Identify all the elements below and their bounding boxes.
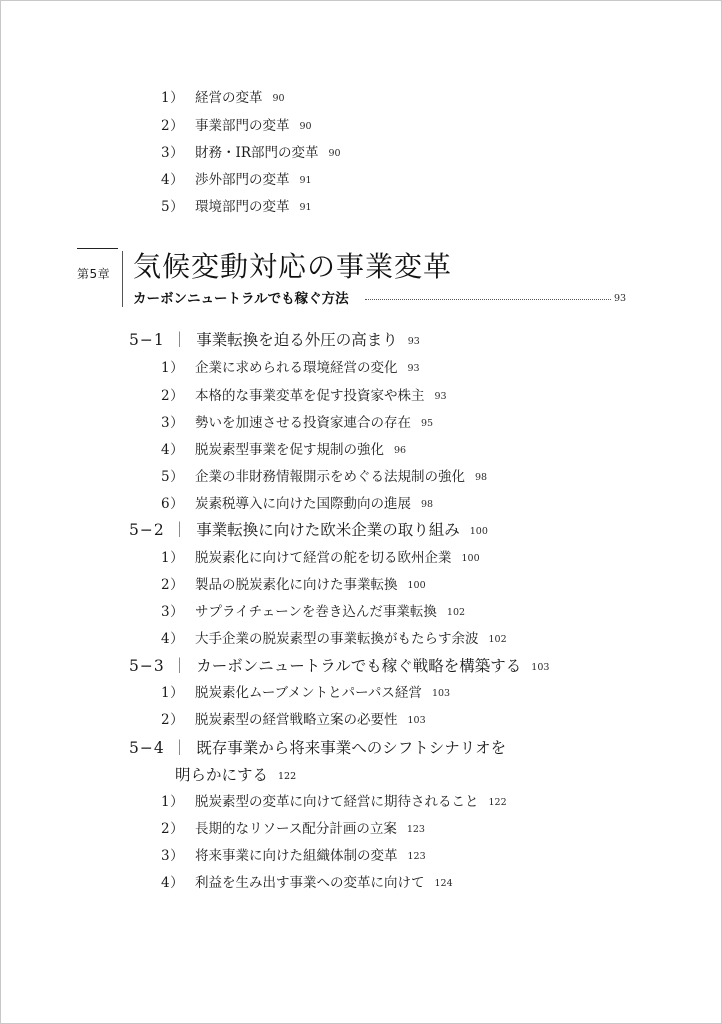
item-number: 1） (161, 90, 185, 106)
item-number: 3） (161, 848, 185, 864)
chapter-title[interactable]: 気候変動対応の事業変革 (133, 250, 453, 283)
item-page: 103 (431, 688, 451, 699)
item-title: 脱炭素化ムーブメントとパーパス経営 (195, 685, 422, 701)
item-page: 98 (421, 499, 434, 510)
item-number: 4） (161, 172, 185, 188)
item-number: 1） (161, 794, 185, 810)
section-heading-continued[interactable] (175, 763, 296, 787)
item-title: 製品の脱炭素化に向けた事業転換 (195, 577, 398, 593)
toc-item[interactable] (161, 169, 312, 191)
toc-item[interactable] (161, 709, 426, 731)
item-number: 5） (161, 469, 185, 485)
toc-item[interactable] (161, 142, 341, 164)
item-title: 本格的な事業変革を促す投資家や株主 (195, 388, 425, 404)
item-number: 2） (161, 577, 185, 593)
item-page: 93 (407, 363, 420, 374)
section-separator: ｜ (171, 331, 188, 349)
item-title: 大手企業の脱炭素型の事業転換がもたらす余波 (195, 631, 479, 647)
item-page: 90 (299, 121, 312, 132)
item-title: 利益を生み出す事業への変革に向けて (195, 875, 425, 891)
section-heading[interactable] (129, 654, 549, 678)
item-page: 102 (488, 634, 507, 645)
item-page: 93 (434, 391, 447, 402)
chapter-page: 93 (614, 293, 627, 304)
section-heading[interactable] (129, 328, 420, 352)
toc-item[interactable] (161, 385, 447, 407)
item-title: 勢いを加速させる投資家連合の存在 (195, 415, 411, 431)
section-title: カーボンニュートラルでも稼ぐ戦略を構築する (196, 657, 522, 675)
item-title: 炭素税導入に向けた国際動向の進展 (195, 496, 411, 512)
section-title: 事業転換を迫る外圧の高まり (196, 331, 398, 349)
item-page: 96 (394, 445, 407, 456)
item-title: 環境部門の変革 (195, 199, 290, 215)
item-page: 95 (421, 418, 434, 429)
toc-item[interactable] (161, 87, 285, 109)
item-number: 2） (161, 388, 185, 404)
item-number: 1） (161, 360, 185, 376)
chapter-rule (77, 248, 118, 249)
item-page: 100 (461, 553, 480, 564)
chapter-divider (122, 251, 123, 307)
toc-item[interactable] (161, 818, 425, 840)
item-page: 98 (475, 472, 488, 483)
chapter-subtitle[interactable]: カーボンニュートラルでも稼ぐ方法 (133, 291, 349, 307)
section-title: 事業転換に向けた欧米企業の取り組み (196, 521, 460, 539)
item-title: 経営の変革 (195, 90, 263, 106)
item-number: 6） (161, 496, 185, 512)
item-title: 長期的なリソース配分計画の立案 (195, 821, 397, 837)
item-page: 100 (407, 580, 426, 591)
dot-leader (365, 299, 611, 300)
item-page: 91 (299, 175, 312, 186)
item-number: 3） (161, 604, 185, 620)
toc-item[interactable] (161, 412, 433, 434)
section-title: 既存事業から将来事業へのシフトシナリオを (196, 739, 507, 757)
item-page: 91 (299, 202, 312, 213)
item-title: 財務・IR部門の変革 (195, 145, 319, 161)
section-page: 103 (531, 662, 550, 673)
section-heading[interactable] (129, 518, 488, 542)
toc-item[interactable] (161, 791, 507, 813)
item-page: 123 (406, 824, 425, 835)
toc-item[interactable] (161, 872, 453, 894)
item-number: 2） (161, 712, 185, 728)
chapter-label: 第5章 (77, 267, 111, 281)
toc-item[interactable] (161, 574, 426, 596)
item-page: 124 (434, 878, 453, 889)
item-title: 将来事業に向けた組織体制の変革 (195, 848, 398, 864)
toc-item[interactable] (161, 357, 420, 379)
item-page: 90 (272, 93, 285, 104)
item-number: 1） (161, 685, 185, 701)
item-page: 103 (407, 715, 426, 726)
toc-item[interactable] (161, 547, 480, 569)
item-title: サプライチェーンを巻き込んだ事業転換 (195, 604, 437, 620)
item-page: 122 (488, 797, 507, 808)
item-title: 企業に求められる環境経営の変化 (195, 360, 398, 376)
section-number: 5−4 (129, 739, 165, 757)
toc-item[interactable] (161, 196, 312, 218)
item-title: 渉外部門の変革 (195, 172, 290, 188)
item-number: 4） (161, 875, 185, 891)
section-number: 5−2 (129, 521, 165, 539)
section-separator: ｜ (171, 739, 188, 757)
item-number: 1） (161, 550, 185, 566)
section-title-continued: 明らかにする (175, 766, 269, 784)
section-number: 5−1 (129, 331, 165, 349)
item-title: 事業部門の変革 (195, 118, 290, 134)
item-title: 脱炭素化に向けて経営の舵を切る欧州企業 (195, 550, 452, 566)
item-title: 脱炭素型事業を促す規制の強化 (195, 442, 384, 458)
section-heading[interactable] (129, 736, 506, 760)
item-number: 2） (161, 821, 185, 837)
toc-item[interactable] (161, 115, 312, 137)
toc-item[interactable] (161, 682, 450, 704)
toc-item[interactable] (161, 466, 487, 488)
section-page: 100 (469, 526, 488, 537)
item-number: 4） (161, 631, 185, 647)
item-title: 脱炭素型の経営戦略立案の必要性 (195, 712, 398, 728)
item-number: 3） (161, 145, 185, 161)
toc-item[interactable] (161, 439, 406, 461)
section-page: 93 (407, 336, 420, 347)
item-page: 102 (446, 607, 466, 618)
section-separator: ｜ (171, 521, 188, 539)
toc-item[interactable] (161, 845, 426, 867)
item-page: 90 (328, 148, 341, 159)
item-number: 4） (161, 442, 185, 458)
item-number: 2） (161, 118, 185, 134)
section-separator: ｜ (171, 657, 188, 675)
section-number: 5−3 (129, 657, 165, 675)
toc-item[interactable] (161, 628, 507, 650)
toc-item[interactable] (161, 601, 465, 623)
section-page: 122 (278, 771, 297, 782)
item-page: 123 (407, 851, 426, 862)
item-title: 脱炭素型の変革に向けて経営に期待されること (195, 794, 479, 810)
item-title: 企業の非財務情報開示をめぐる法規制の強化 (195, 469, 465, 485)
item-number: 3） (161, 415, 185, 431)
toc-item[interactable] (161, 493, 433, 515)
item-number: 5） (161, 199, 185, 215)
